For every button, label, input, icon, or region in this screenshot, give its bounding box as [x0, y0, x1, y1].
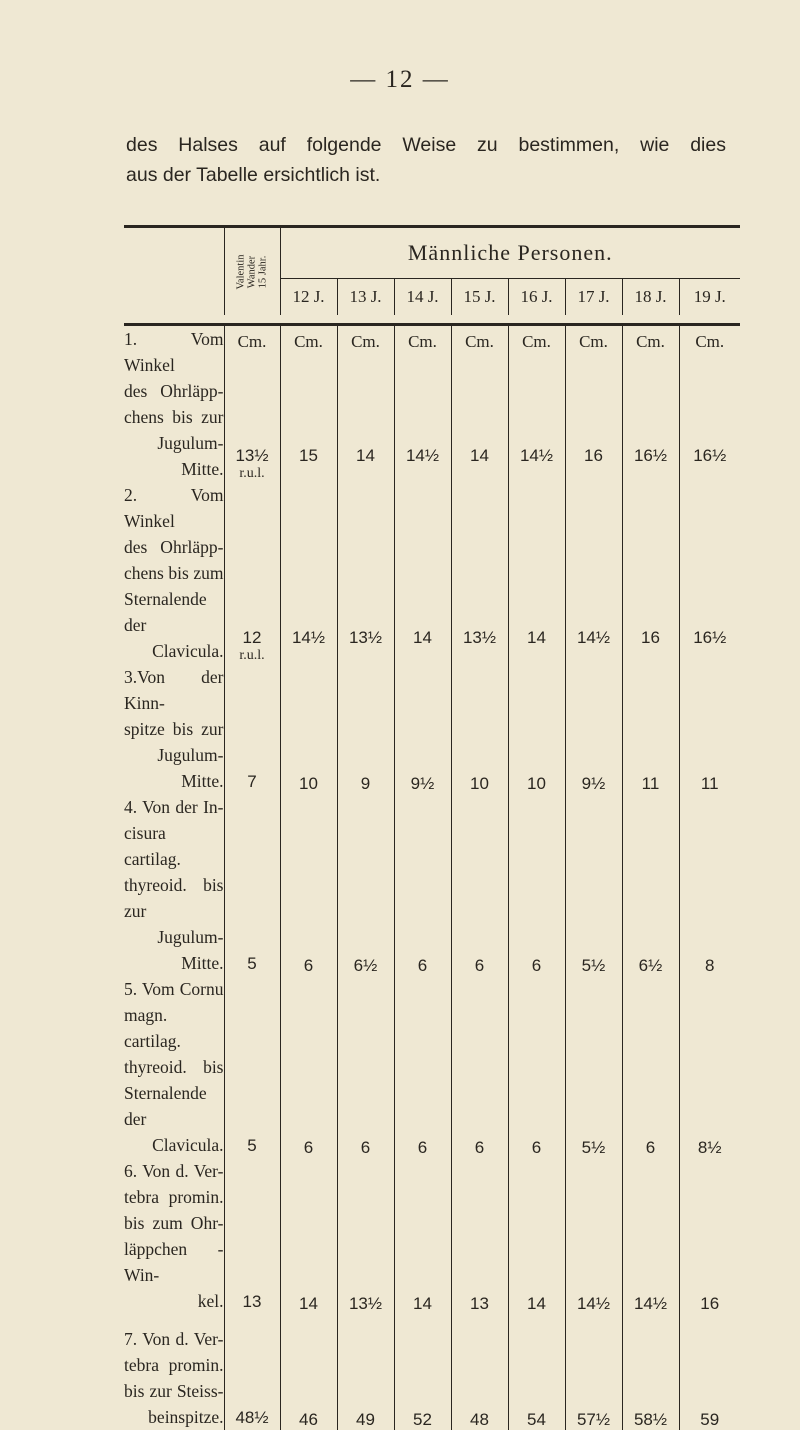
cell-value: 16½ — [693, 446, 726, 465]
cell-value: 6 — [532, 1138, 541, 1157]
measurement-cell — [394, 1314, 451, 1430]
age-header: 14 J. — [394, 279, 451, 316]
measurement-cell — [451, 794, 508, 976]
measurement-cell — [565, 976, 622, 1158]
row-label — [124, 976, 224, 1158]
measurement-cell — [337, 1158, 394, 1314]
cell-note: r.u.l. — [225, 466, 280, 482]
measurement-cell — [679, 1314, 740, 1430]
measurement-cell — [394, 664, 451, 794]
cell-value: 14 — [470, 446, 489, 465]
measurement-cell — [622, 664, 679, 794]
measurement-cell — [679, 664, 740, 794]
measurement-cell — [622, 325, 679, 483]
row-label-line: läppchen - Win- — [124, 1236, 224, 1288]
cell-value: 10 — [299, 774, 318, 793]
cell-value: 14½ — [634, 1294, 667, 1313]
cell-value: 5½ — [582, 1138, 606, 1157]
cell-value: 14 — [527, 628, 546, 647]
row-label-line: 6. Von d. Ver- — [124, 1158, 224, 1184]
measurement-cell — [565, 664, 622, 794]
measurement-cell — [451, 325, 508, 483]
cell-value: 14½ — [292, 628, 325, 647]
cell-value: 8 — [705, 956, 714, 975]
intro-line-2: aus der Tabelle ersichtlich ist. — [126, 160, 726, 190]
row-label-line: 4. Von der In- — [124, 794, 224, 820]
age-header: 16 J. — [508, 279, 565, 316]
cell-value: 13 — [243, 1292, 262, 1311]
cell-value: 16 — [700, 1294, 719, 1313]
cell-value: 6 — [475, 956, 484, 975]
valentin-value — [224, 794, 280, 976]
cell-value: 14 — [299, 1294, 318, 1313]
cell-value: 10 — [470, 774, 489, 793]
row-label-line: 3.Von der Kinn- — [124, 664, 224, 716]
measurement-cell — [337, 1314, 394, 1430]
measurement-cell — [679, 325, 740, 483]
row-label-line: Clavicula. — [124, 638, 224, 664]
table-row — [124, 325, 740, 483]
cell-value: 5 — [247, 1136, 256, 1155]
age-header: 15 J. — [451, 279, 508, 316]
unit-label: Cm. — [452, 332, 508, 352]
measurement-cell — [508, 794, 565, 976]
measurement-cell — [394, 325, 451, 483]
intro-line-1: des Halses auf folgende Weise zu bestimmen, wie dies — [126, 130, 726, 160]
measurement-cell — [679, 794, 740, 976]
cell-value: 6 — [361, 1138, 370, 1157]
cell-value: 13 — [470, 1294, 489, 1313]
valentin-header-line: 15 Jahr. — [258, 254, 269, 289]
row-label-line: cisura cartilag. — [124, 820, 224, 872]
row-label-line: des Ohrläpp- — [124, 378, 224, 404]
row-label — [124, 325, 224, 483]
measurement-cell — [337, 482, 394, 664]
unit-label: Cm. — [395, 332, 451, 352]
cell-value: 57½ — [577, 1410, 610, 1429]
unit-label: Cm. — [225, 332, 280, 352]
row-label-line: chens bis zur — [124, 404, 224, 430]
measurement-cell — [451, 1158, 508, 1314]
row-label — [124, 664, 224, 794]
group-title: Männliche Personen. — [280, 227, 740, 279]
cell-value: 15 — [299, 446, 318, 465]
row-label — [124, 1158, 224, 1314]
age-header: 17 J. — [565, 279, 622, 316]
table-row — [124, 664, 740, 794]
measurement-cell — [565, 325, 622, 483]
age-header: 12 J. — [280, 279, 337, 316]
measurement-cell — [280, 325, 337, 483]
valentin-value — [224, 325, 280, 483]
cell-value: 13½ — [463, 628, 496, 647]
row-label — [124, 1314, 224, 1430]
row-label-line: bis zum Ohr- — [124, 1210, 224, 1236]
cell-value: 9½ — [582, 774, 606, 793]
cell-value: 9 — [361, 774, 370, 793]
measurement-cell — [622, 976, 679, 1158]
row-label-line: Sternalende der — [124, 586, 224, 638]
cell-value: 14½ — [577, 1294, 610, 1313]
cell-value: 11 — [642, 774, 660, 793]
row-label-line: Clavicula. — [124, 1132, 224, 1158]
measurement-cell — [508, 482, 565, 664]
measurement-cell — [565, 794, 622, 976]
cell-value: 13½ — [349, 1294, 382, 1313]
valentin-header — [224, 227, 280, 316]
valentin-header-text — [236, 254, 269, 289]
cell-value: 6 — [304, 1138, 313, 1157]
valentin-header-line: Valentin — [236, 254, 247, 289]
measurement-cell — [280, 794, 337, 976]
measurement-cell — [679, 482, 740, 664]
unit-label: Cm. — [509, 332, 565, 352]
cell-value: 14½ — [520, 446, 553, 465]
cell-value: 6 — [418, 1138, 427, 1157]
measurement-cell — [337, 976, 394, 1158]
measurement-cell — [451, 664, 508, 794]
measurement-cell — [280, 976, 337, 1158]
cell-value: 6 — [475, 1138, 484, 1157]
unit-label: Cm. — [680, 332, 741, 352]
cell-value: 49 — [356, 1410, 375, 1429]
cell-value: 59 — [700, 1410, 719, 1429]
measurement-cell — [337, 794, 394, 976]
cell-value: 6 — [646, 1138, 655, 1157]
valentin-value — [224, 482, 280, 664]
measurement-cell — [565, 1314, 622, 1430]
measurement-cell — [622, 794, 679, 976]
cell-value: 10 — [527, 774, 546, 793]
row-label-line: Sternalende der — [124, 1080, 224, 1132]
measurement-cell — [394, 976, 451, 1158]
measurement-cell — [508, 1314, 565, 1430]
measurement-cell — [280, 482, 337, 664]
cell-value: 13½ — [349, 628, 382, 647]
row-label-line: 1. Vom Winkel — [124, 326, 224, 378]
row-label-line: Jugulum-Mitte. — [124, 742, 224, 794]
row-label-line: des Ohrläpp- — [124, 534, 224, 560]
unit-label: Cm. — [281, 332, 337, 352]
row-label — [124, 482, 224, 664]
page-number: — 12 — — [0, 66, 800, 94]
valentin-value — [224, 1158, 280, 1314]
cell-value: 6½ — [354, 956, 378, 975]
intro-paragraph — [126, 130, 726, 190]
cell-value: 9½ — [411, 774, 435, 793]
measurement-cell — [508, 325, 565, 483]
row-label-line: magn. cartilag. — [124, 1002, 224, 1054]
cell-value: 7 — [247, 772, 256, 791]
unit-label: Cm. — [566, 332, 622, 352]
measurement-cell — [679, 976, 740, 1158]
cell-value: 14 — [413, 628, 432, 647]
row-label-line: beinspitze. — [124, 1404, 224, 1430]
cell-value: 13½ — [235, 446, 268, 465]
row-label-line: 5. Vom Cornu — [124, 976, 224, 1002]
table-row — [124, 976, 740, 1158]
measurement-cell — [451, 1314, 508, 1430]
cell-value: 48½ — [235, 1408, 268, 1427]
cell-value: 14½ — [577, 628, 610, 647]
cell-value: 14 — [527, 1294, 546, 1313]
measurement-table — [124, 225, 740, 1430]
measurement-cell — [622, 482, 679, 664]
measurement-cell — [280, 1158, 337, 1314]
age-header: 13 J. — [337, 279, 394, 316]
measurement-cell — [394, 794, 451, 976]
measurement-cell — [508, 976, 565, 1158]
row-label-line: thyreoid. bis — [124, 1054, 224, 1080]
measurement-cell — [451, 482, 508, 664]
table-row — [124, 1158, 740, 1314]
measurement-cell — [394, 1158, 451, 1314]
row-label-line: thyreoid. bis zur — [124, 872, 224, 924]
valentin-value — [224, 664, 280, 794]
measurement-cell — [280, 1314, 337, 1430]
corner-cell — [124, 227, 224, 316]
cell-value: 6 — [304, 956, 313, 975]
measurement-cell — [565, 1158, 622, 1314]
age-header: 18 J. — [622, 279, 679, 316]
age-header: 19 J. — [679, 279, 740, 316]
table-body — [124, 325, 740, 1430]
valentin-value — [224, 976, 280, 1158]
cell-value: 6½ — [639, 956, 663, 975]
cell-value: 5½ — [582, 956, 606, 975]
table-row — [124, 1314, 740, 1430]
cell-value: 54 — [527, 1410, 546, 1429]
unit-label: Cm. — [623, 332, 679, 352]
measurement-cell — [394, 482, 451, 664]
cell-value: 5 — [247, 954, 256, 973]
cell-value: 16½ — [634, 446, 667, 465]
table-row — [124, 794, 740, 976]
row-label-line: kel. — [124, 1288, 224, 1314]
cell-value: 58½ — [634, 1410, 667, 1429]
valentin-header-line: Wander — [247, 254, 258, 289]
row-label-line: chens bis zum — [124, 560, 224, 586]
row-label-line: 2. Vom Winkel — [124, 482, 224, 534]
row-label-line: tebra promin. — [124, 1352, 224, 1378]
table-row — [124, 482, 740, 664]
cell-value: 14 — [356, 446, 375, 465]
row-label-line: Jugulum-Mitte. — [124, 430, 224, 482]
row-label-line: spitze bis zur — [124, 716, 224, 742]
measurement-cell — [451, 976, 508, 1158]
row-label — [124, 794, 224, 976]
cell-value: 48 — [470, 1410, 489, 1429]
cell-value: 11 — [701, 774, 719, 793]
cell-value: 16½ — [693, 628, 726, 647]
row-label-line: tebra promin. — [124, 1184, 224, 1210]
measurement-cell — [337, 325, 394, 483]
cell-value: 6 — [532, 956, 541, 975]
measurement-cell — [280, 664, 337, 794]
cell-value: 14½ — [406, 446, 439, 465]
cell-value: 12 — [243, 628, 262, 647]
cell-value: 14 — [413, 1294, 432, 1313]
measurement-cell — [565, 482, 622, 664]
valentin-value — [224, 1314, 280, 1430]
cell-value: 52 — [413, 1410, 432, 1429]
cell-value: 46 — [299, 1410, 318, 1429]
cell-value: 6 — [418, 956, 427, 975]
row-label-line: 7. Von d. Ver- — [124, 1326, 224, 1352]
measurement-cell — [337, 664, 394, 794]
cell-value: 8½ — [698, 1138, 722, 1157]
measurement-cell — [622, 1314, 679, 1430]
cell-note: r.u.l. — [225, 648, 280, 664]
measurement-cell — [508, 1158, 565, 1314]
row-label-line: Jugulum-Mitte. — [124, 924, 224, 976]
unit-label: Cm. — [338, 332, 394, 352]
measurement-cell — [622, 1158, 679, 1314]
cell-value: 16 — [641, 628, 660, 647]
row-label-line: bis zur Steiss- — [124, 1378, 224, 1404]
cell-value: 16 — [584, 446, 603, 465]
measurement-cell — [508, 664, 565, 794]
measurement-cell — [679, 1158, 740, 1314]
